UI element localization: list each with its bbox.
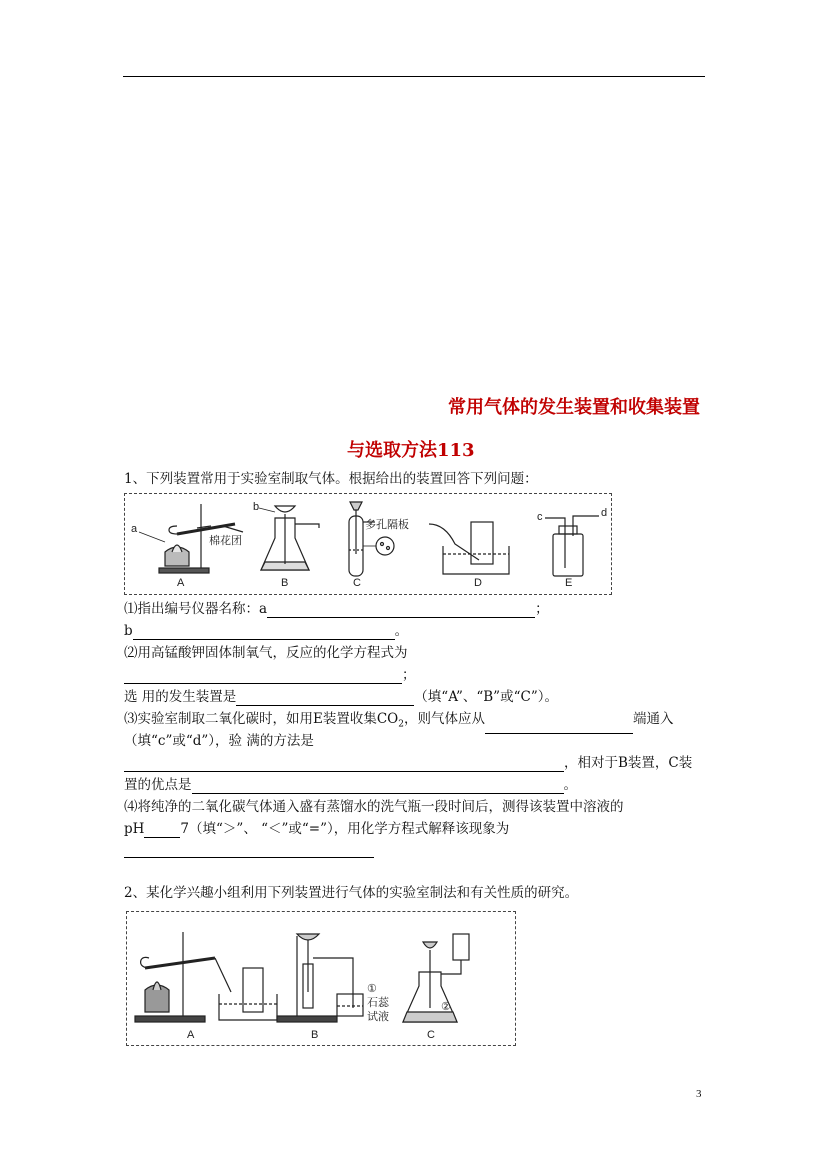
answer-blank-ph-equation[interactable] bbox=[124, 843, 374, 858]
label-letter-c: c bbox=[537, 511, 543, 523]
header-rule bbox=[123, 76, 705, 77]
q2-figure-frame bbox=[126, 911, 516, 1046]
label-letter-d: d bbox=[601, 507, 608, 519]
q2-label-A: A bbox=[187, 1029, 195, 1041]
label-letter-b: b bbox=[253, 501, 260, 513]
q1-part2-select: 选 用的发生装置是 （填“A”、“B”或“C”）。 bbox=[124, 689, 558, 705]
q1-part4-equation-line bbox=[124, 840, 374, 858]
page-title-line2: 与选取方法113 bbox=[347, 440, 475, 461]
q2-label-litmus2: 试液 bbox=[367, 1011, 389, 1023]
label-A1: A bbox=[177, 577, 185, 589]
q2-apparatus-figure bbox=[127, 912, 515, 1045]
q1-part2: ⑵用高锰酸钾固体制氧气，反应的化学方程式为 bbox=[124, 645, 408, 661]
q1-part1-a-text: ⑴指出编号仪器名称：a bbox=[124, 601, 268, 617]
answer-blank-equation[interactable] bbox=[124, 669, 402, 684]
q1-part3: ⑶实验室制取二氧化碳时，如用E装置收集$CO_2$，则气体应从 端通入 bbox=[124, 710, 674, 734]
q1-part2-equation: ； bbox=[124, 666, 416, 684]
q2-intro: 2、某化学兴趣小组利用下列装置进行气体的实验室制法和有关性质的研究。 bbox=[124, 885, 579, 901]
answer-blank-advantage[interactable] bbox=[192, 779, 564, 794]
apparatus-b-flask bbox=[259, 506, 319, 570]
label-B1: B bbox=[281, 577, 289, 589]
q1-part1-b: b 。 bbox=[124, 623, 409, 639]
label-cotton: 棉花团 bbox=[209, 535, 242, 547]
q2-label-B: B bbox=[311, 1029, 319, 1041]
answer-blank-inlet[interactable] bbox=[485, 719, 633, 734]
q1-part3-compare: ，相对于B装置，C装 bbox=[124, 754, 692, 772]
answer-blank-method[interactable] bbox=[124, 757, 564, 772]
apparatus-c-tube bbox=[349, 502, 394, 576]
q2-apparatus-a bbox=[135, 932, 277, 1022]
label-E1: E bbox=[565, 577, 573, 589]
q2-label-litmus1: 石蕊 bbox=[367, 997, 389, 1009]
q1-part1-a: ⑴指出编号仪器名称：a ； bbox=[124, 601, 549, 617]
q1-part1-b-text: b bbox=[124, 623, 133, 639]
apparatus-d-water bbox=[429, 522, 509, 574]
label-C1: C bbox=[353, 577, 361, 589]
apparatus-e-bottle bbox=[545, 516, 599, 576]
q1-part3-fill: （填“c”或“d”），验 满的方法是 bbox=[124, 733, 314, 749]
page-title-line1: 常用气体的发生装置和收集装置 bbox=[448, 397, 700, 418]
page-number: 3 bbox=[696, 1088, 702, 1100]
q2-label-C: C bbox=[427, 1029, 435, 1041]
q1-part3-advantage: 置的优点是 。 bbox=[124, 777, 577, 793]
label-letter-a: a bbox=[131, 523, 138, 535]
answer-blank-generator[interactable] bbox=[236, 691, 414, 706]
q2-apparatus-c bbox=[403, 934, 469, 1022]
q1-part4-ph: pH 7（填“＞”、 “＜”或“=”），用化学方程式解释该现象为 bbox=[124, 821, 510, 837]
q1-figure-frame bbox=[124, 493, 612, 595]
label-D1: D bbox=[474, 577, 482, 589]
q2-apparatus-b bbox=[277, 934, 363, 1022]
q2-label-circle2: ② bbox=[441, 1001, 451, 1013]
answer-blank-b[interactable] bbox=[133, 625, 395, 640]
label-porous-plate: 多孔隔板 bbox=[365, 519, 409, 531]
answer-blank-ph[interactable] bbox=[144, 823, 180, 838]
q1-intro: 1、下列装置常用于实验室制取气体。根据给出的装置回答下列问题： bbox=[124, 471, 538, 487]
q1-part4: ⑷将纯净的二氧化碳气体通入盛有蒸馏水的洗气瓶一段时间后，测得该装置中溶液的 bbox=[124, 799, 624, 815]
answer-blank-a[interactable] bbox=[267, 603, 535, 618]
q2-label-circle1: ① bbox=[367, 983, 377, 995]
q1-apparatus-figure bbox=[125, 494, 611, 594]
